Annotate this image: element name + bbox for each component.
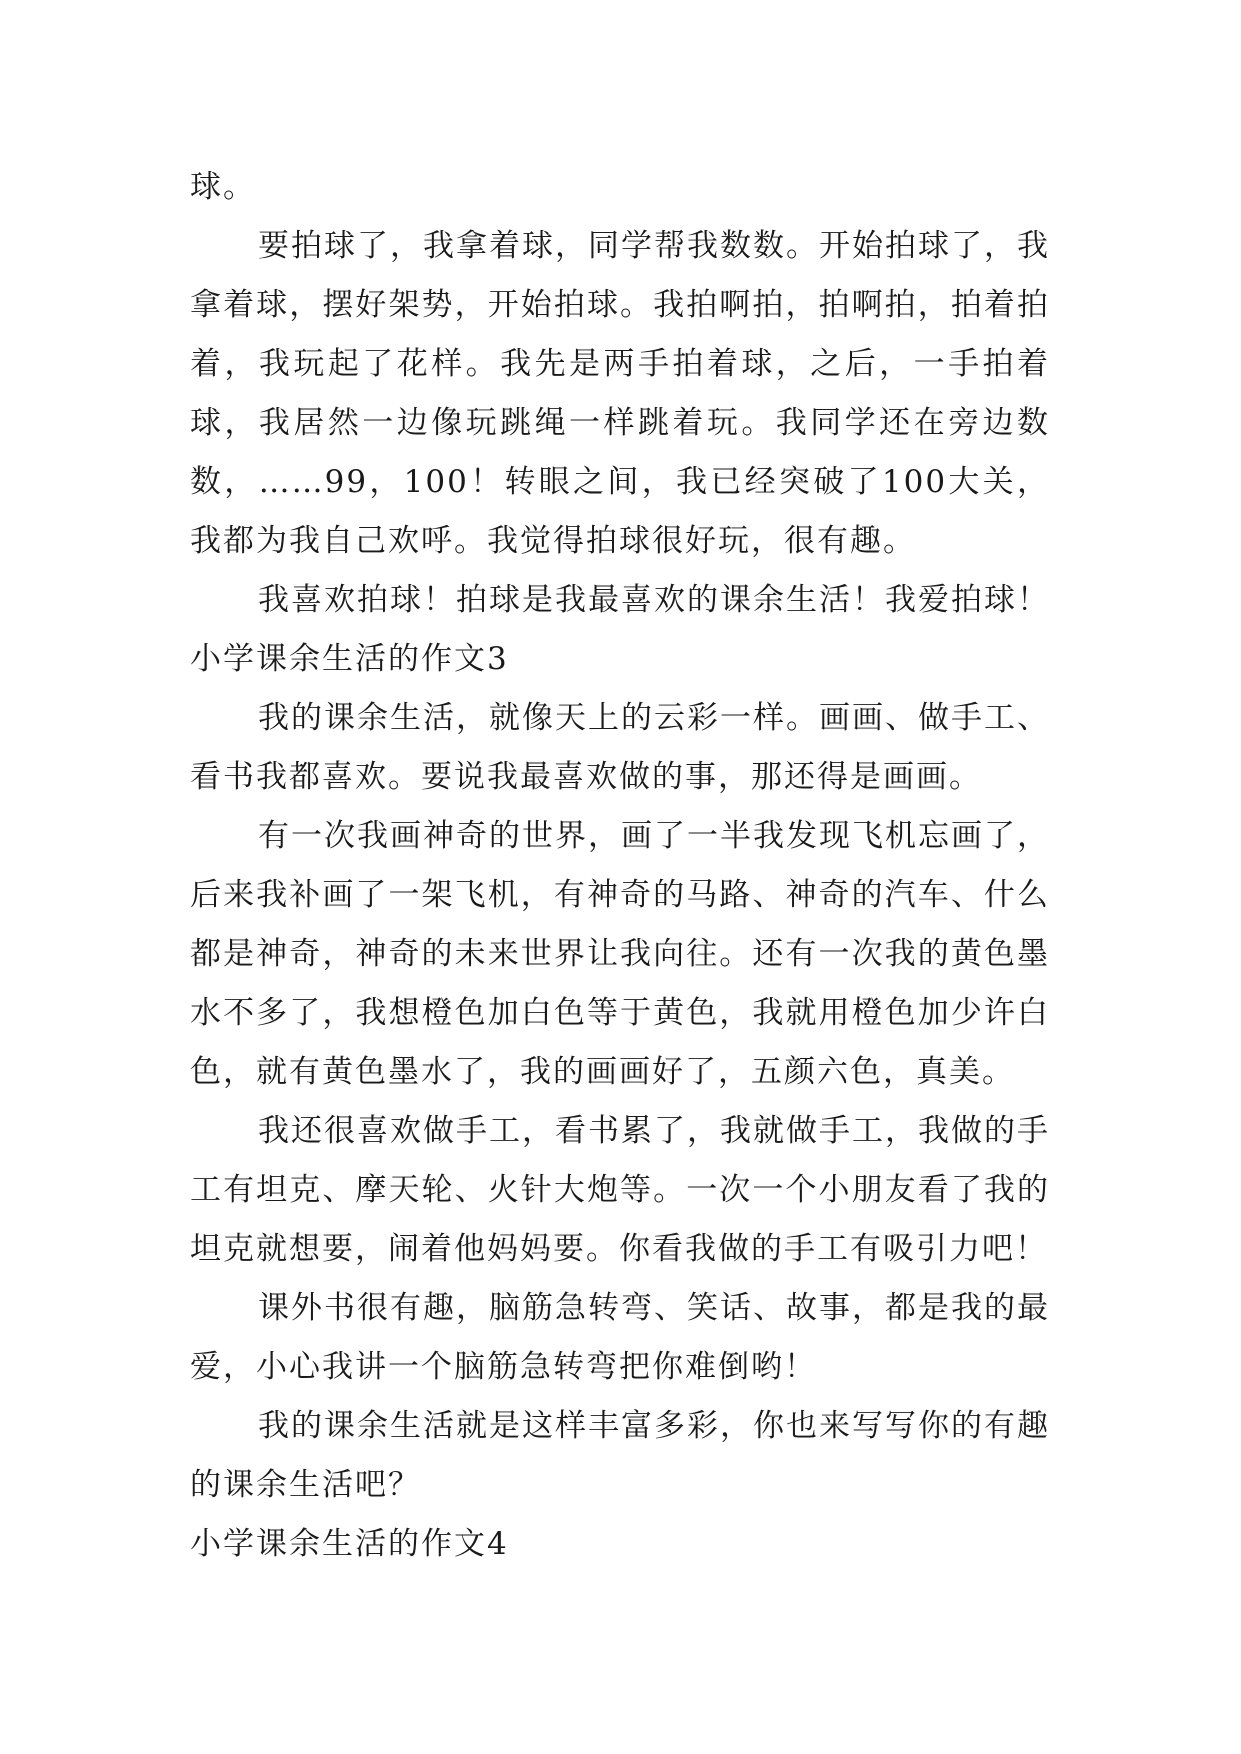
paragraph-love-ball: 我喜欢拍球！拍球是我最喜欢的课余生活！我爱拍球！ bbox=[258, 582, 1050, 618]
essay-heading-4: 小学课余生活的作文4 bbox=[190, 1526, 509, 1562]
document-body bbox=[190, 158, 1050, 1574]
paragraph-ball-bouncing: 要拍球了，我拿着球，同学帮我数数。开始拍球了，我拿着球，摆好架势，开始拍球。我拍啊拍，拍啊拍，拍着拍着，我玩起了花样。我先是两手拍着球，之后，一手拍着球，我居然一边像玩跳绳一样跳着玩。我同学还在旁边数数，……99，100！转眼之间，我已经突破了100大关，我都为我自己欢呼。我觉得拍球很好玩，很有趣。 bbox=[190, 228, 1050, 559]
paragraph-painting: 有一次我画神奇的世界，画了一半我发现飞机忘画了，后来我补画了一架飞机，有神奇的马路、神奇的汽车、什么都是神奇，神奇的未来世界让我向往。还有一次我的黄色墨水不多了，我想橙色加白色等于黄色，我就用橙色加少许白色，就有黄色墨水了，我的画画好了，五颜六色，真美。 bbox=[190, 818, 1050, 1090]
paragraph-continuation: 球。 bbox=[190, 169, 256, 205]
paragraph-books: 课外书很有趣，脑筋急转弯、笑话、故事，都是我的最爱，小心我讲一个脑筋急转弯把你难倒哟！ bbox=[190, 1290, 1050, 1385]
essay-heading-3: 小学课余生活的作文3 bbox=[190, 641, 509, 677]
paragraph-conclusion: 我的课余生活就是这样丰富多彩，你也来写写你的有趣的课余生活吧？ bbox=[190, 1408, 1050, 1503]
paragraph-intro-hobbies: 我的课余生活，就像天上的云彩一样。画画、做手工、看书我都喜欢。要说我最喜欢做的事，那还得是画画。 bbox=[190, 700, 1050, 795]
paragraph-handicraft: 我还很喜欢做手工，看书累了，我就做手工，我做的手工有坦克、摩天轮、火针大炮等。一次一个小朋友看了我的坦克就想要，闹着他妈妈要。你看我做的手工有吸引力吧！ bbox=[190, 1113, 1050, 1267]
